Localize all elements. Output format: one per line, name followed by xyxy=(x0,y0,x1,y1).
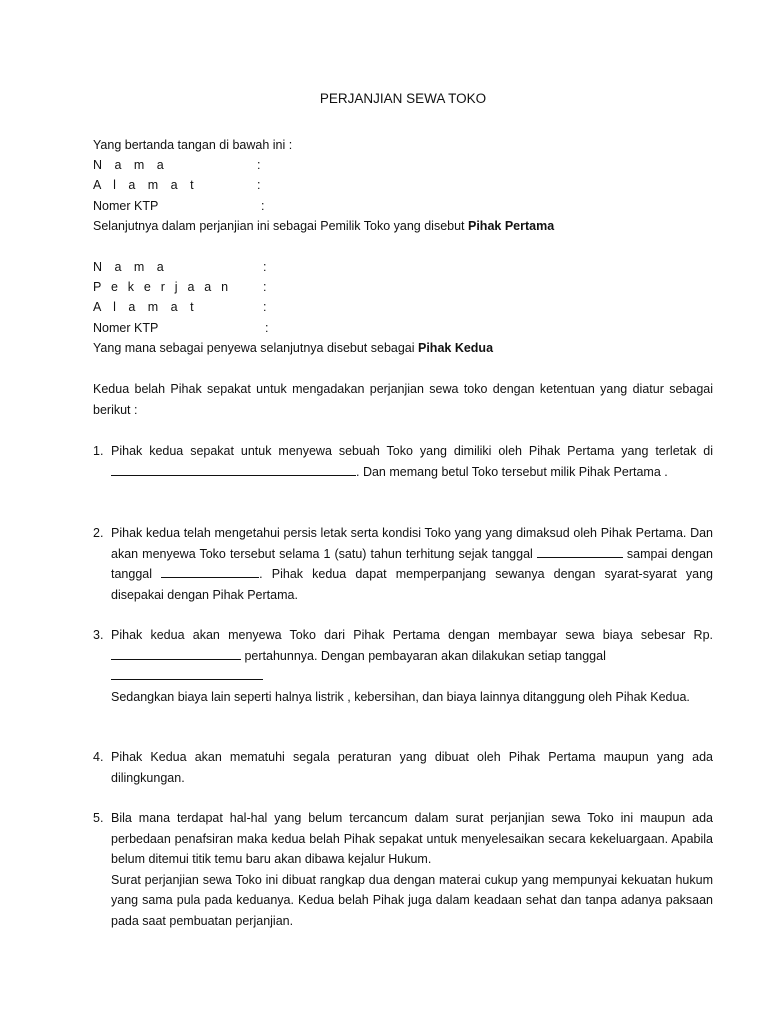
clause-text: Bila mana terdapat hal-hal yang belum tercancum dalam surat perjanjian sewa Toko ini maupun ada perbedaan penafsiran maka kedua belah Pihak sepakat untuk menyelesaikan secara kekeluargaan. Apabila belum ditemui titik temu baru akan dibawa kejalur Hukum. xyxy=(111,811,713,866)
document-title: PERJANJIAN SEWA TOKO xyxy=(319,91,487,106)
clause-5 xyxy=(93,808,713,931)
field-colon: : xyxy=(263,300,267,314)
clause-body xyxy=(111,441,713,482)
payment-date-blank-line xyxy=(111,666,263,680)
end-date-blank-line xyxy=(161,564,259,578)
clause-text: Sedangkan biaya lain seperti halnya listrik , kebersihan, dan biaya lainnya ditanggung oleh Pihak Kedua. xyxy=(111,689,690,704)
field-colon: : xyxy=(265,321,269,335)
clause-text: . Pihak kedua dapat memperpanjang sewanya dengan syarat-syarat yang disepakai dengan Pihak Pertama. xyxy=(111,567,713,602)
agreement-intro: Kedua belah Pihak sepakat untuk mengadakan perjanjian sewa toko dengan ketentuan yang diatur sebagai berikut : xyxy=(93,382,713,417)
field-label: A l a m a t xyxy=(93,300,199,314)
clause-text: Pihak kedua sepakat untuk menyewa sebuah Toko yang dimiliki oleh Pihak Pertama yang terletak di xyxy=(111,444,713,458)
field-colon: : xyxy=(257,158,261,172)
field-label: A l a m a t xyxy=(93,178,199,192)
field-colon: : xyxy=(261,199,265,213)
closing-text: Yang mana sebagai penyewa selanjutnya disebut sebagai xyxy=(93,341,418,355)
pihak-kedua-alamat-row xyxy=(93,297,293,317)
clause-number: 1. xyxy=(93,444,104,458)
clause-text: Pihak kedua akan menyewa Toko dari Pihak Pertama dengan membayar sewa biaya sebesar Rp. xyxy=(111,628,713,642)
clause-number: 2. xyxy=(93,526,104,540)
field-label: P e k e r j a a n xyxy=(93,280,232,294)
clause-1 xyxy=(93,441,713,482)
pihak-kedua-pekerjaan-row xyxy=(93,277,293,297)
field-label: Nomer KTP xyxy=(93,321,159,335)
clause-text: pertahunnya. Dengan pembayaran akan dilakukan setiap tanggal xyxy=(244,648,606,663)
pihak-pertama-closing xyxy=(93,216,554,236)
clause-body: Pihak Kedua akan mematuhi segala peraturan yang dibuat oleh Pihak Pertama maupun yang ada dilingkungan. xyxy=(111,750,713,785)
clause-body xyxy=(111,808,713,931)
clause-3 xyxy=(93,625,713,707)
clause-number: 4. xyxy=(93,750,104,764)
field-colon: : xyxy=(263,260,267,274)
closing-text: Selanjutnya dalam perjanjian ini sebagai Pemilik Toko yang disebut xyxy=(93,219,468,233)
clause-text: sampai dengan tanggal xyxy=(111,546,713,581)
field-label: N a m a xyxy=(93,158,169,172)
field-label: Nomer KTP xyxy=(93,199,159,213)
clause-body xyxy=(111,523,713,605)
clause-text: Surat perjanjian sewa Toko ini dibuat rangkap dua dengan materai cukup yang mempunyai kekuatan hukum yang sama pula pada keduanya. Kedua belah Pihak juga dalam keadaan sehat dan tanpa adanya paksaan pada saat pembuatan perjanjian. xyxy=(111,872,713,928)
pihak-pertama-nama-row xyxy=(93,155,293,175)
closing-bold-term: Pihak Kedua xyxy=(418,341,494,355)
location-blank-line xyxy=(111,462,356,476)
pihak-kedua-ktp-row xyxy=(93,318,293,338)
pihak-pertama-alamat-row xyxy=(93,175,293,195)
clause-text: . Dan memang betul Toko tersebut milik Pihak Pertama . xyxy=(356,464,668,479)
clause-text: Pihak kedua telah mengetahui persis letak serta kondisi Toko yang yang dimaksud oleh Pihak Pertama. Dan akan menyewa Toko tersebut selama 1 (satu) tahun terhitung sejak tanggal xyxy=(111,526,713,561)
field-colon: : xyxy=(263,280,267,294)
clause-4 xyxy=(93,747,713,788)
clause-number: 3. xyxy=(93,628,104,642)
clause-body xyxy=(111,625,713,707)
start-date-blank-line xyxy=(537,544,623,558)
pihak-kedua-closing xyxy=(93,338,493,358)
pihak-kedua-nama-row xyxy=(93,257,293,277)
field-label: N a m a xyxy=(93,260,169,274)
clause-2 xyxy=(93,523,713,605)
field-colon: : xyxy=(257,178,261,192)
closing-bold-term: Pihak Pertama xyxy=(468,219,555,233)
clause-number: 5. xyxy=(93,811,104,825)
intro-line: Yang bertanda tangan di bawah ini : xyxy=(93,138,293,152)
amount-blank-line xyxy=(111,646,241,660)
pihak-pertama-ktp-row xyxy=(93,196,293,216)
